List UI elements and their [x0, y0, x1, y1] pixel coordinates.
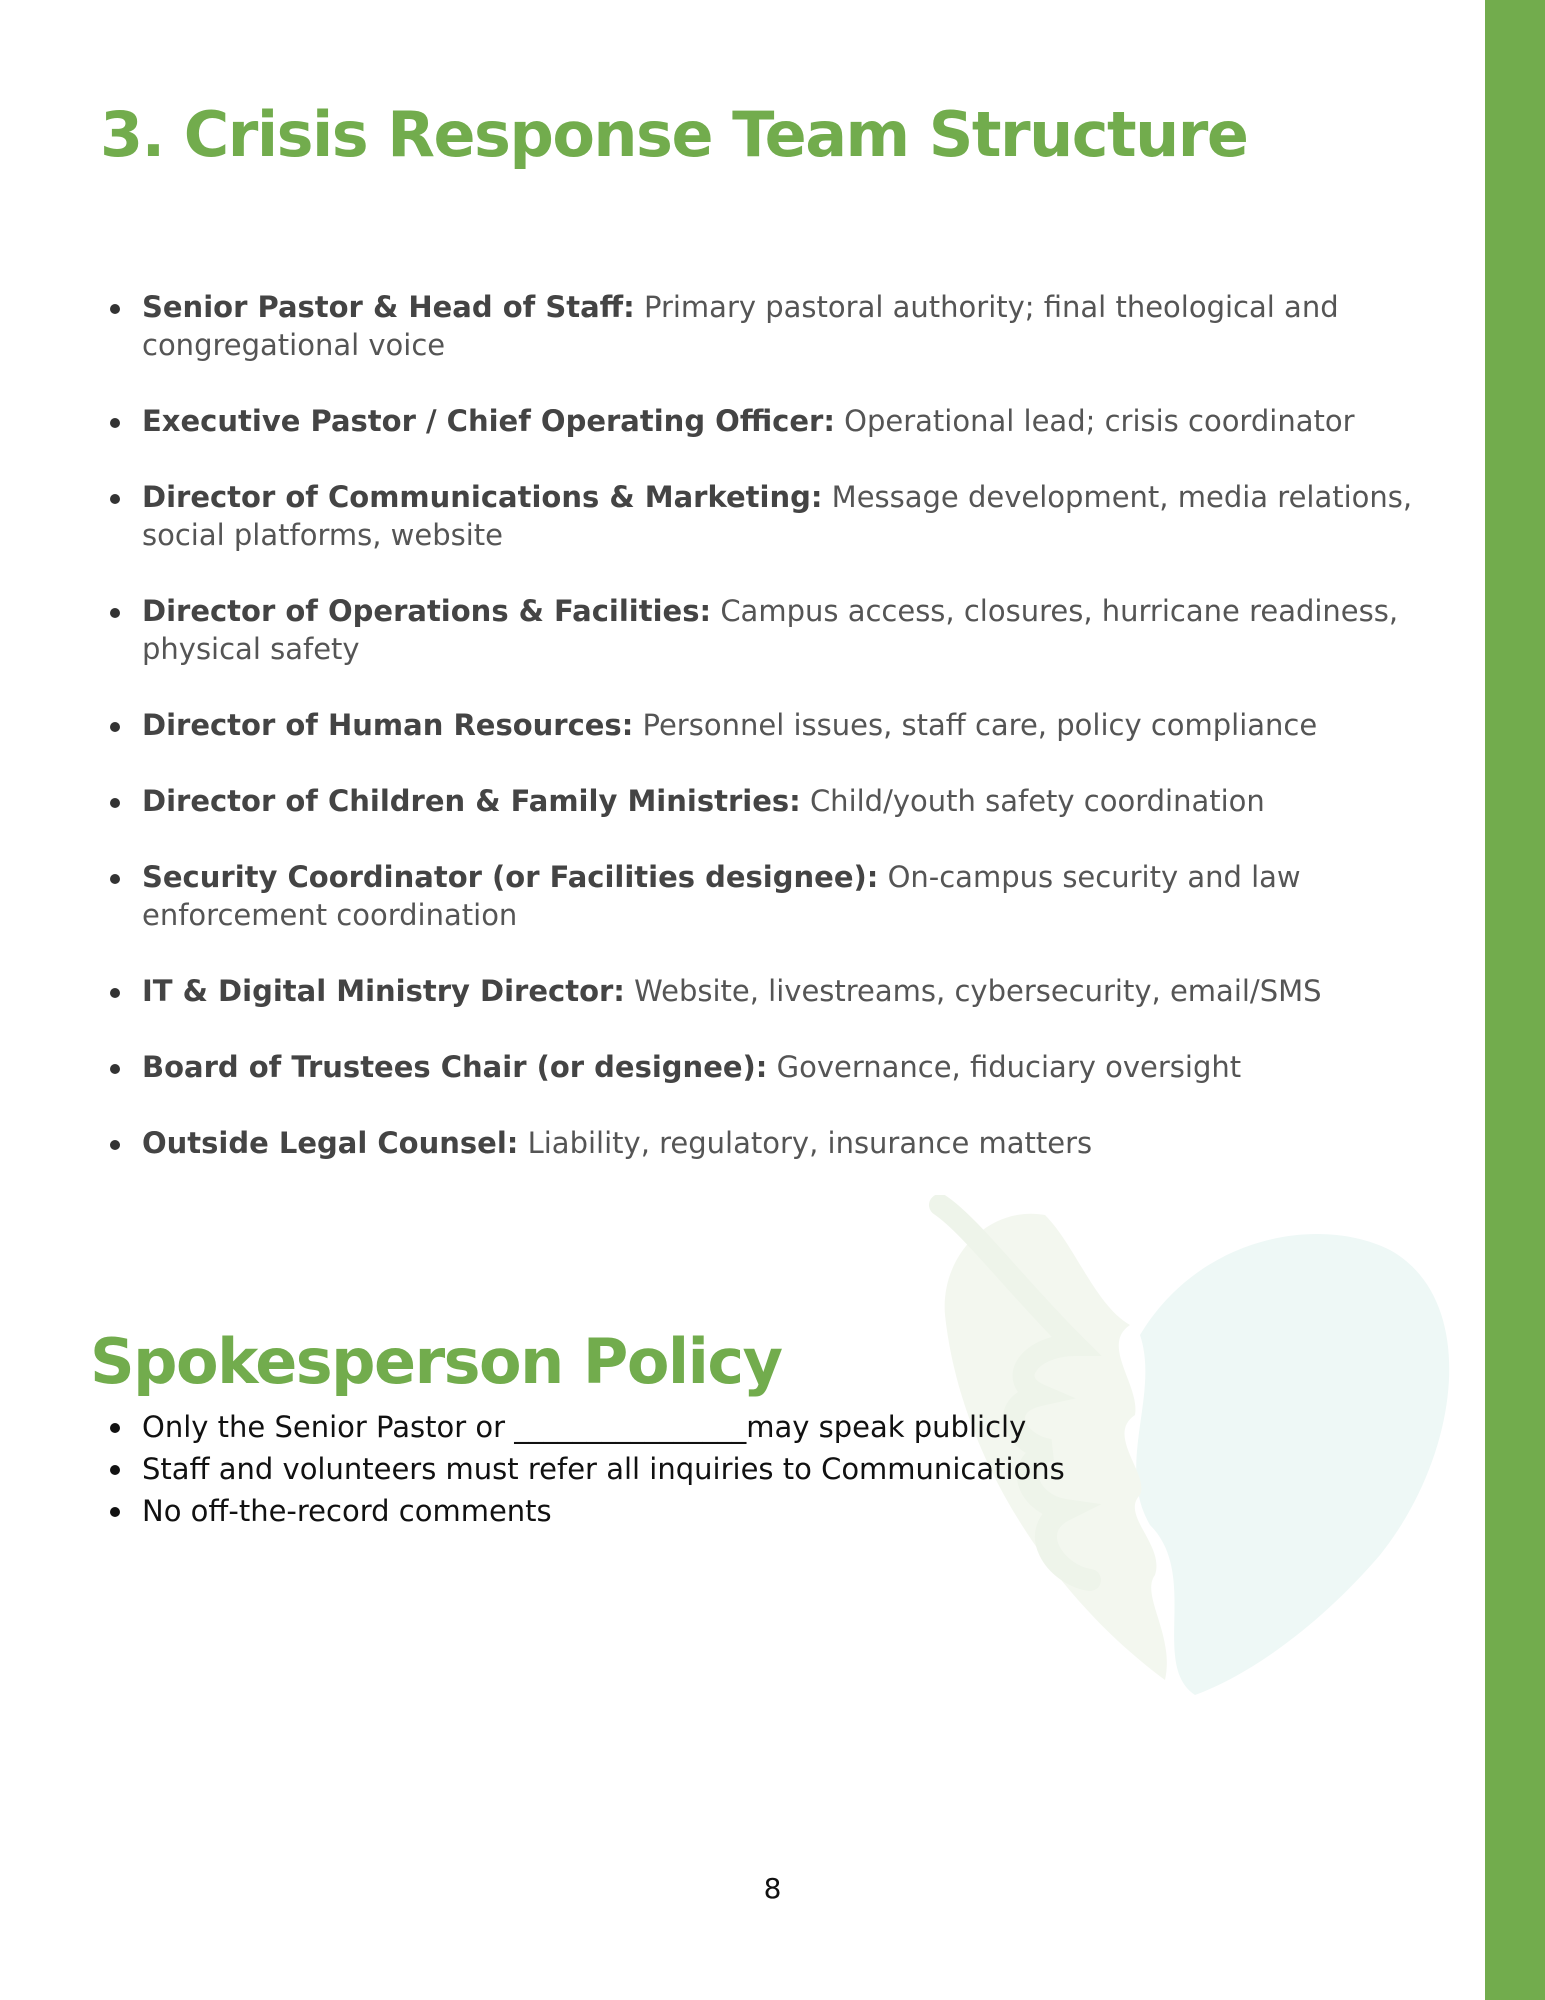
team-description: Primary pastoral authority; final theological and congregational voice [142, 290, 1339, 362]
team-role: Director of Children & Family Ministries: [142, 784, 801, 818]
team-role: Executive Pastor / Chief Operating Officer: [142, 404, 835, 438]
team-role: Director of Human Resources: [142, 708, 634, 742]
team-description: Personnel issues, staff care, policy compliance [642, 708, 1318, 742]
page-number: 8 [763, 1872, 782, 1905]
team-role: Director of Communications & Marketing: [142, 480, 823, 514]
team-role: Board of Trustees Chair (or designee): [142, 1050, 768, 1084]
team-description: Operational lead; crisis coordinator [844, 404, 1355, 438]
team-role: IT & Digital Ministry Director: [142, 974, 625, 1008]
team-item [100, 478, 1420, 554]
team-role: Security Coordinator (or Facilities designee): [142, 860, 879, 894]
team-item [100, 858, 1420, 934]
team-description: Governance, fiduciary oversight [776, 1050, 1242, 1084]
team-item [100, 972, 1420, 1010]
team-item [100, 592, 1420, 668]
policy-item: No off-the-record comments [100, 1490, 1400, 1532]
team-description: Message development, media relations, social platforms, website [142, 480, 1413, 552]
side-accent-bar [1485, 0, 1545, 2000]
team-item [100, 402, 1420, 440]
team-description: Child/youth safety coordination [809, 784, 1265, 818]
team-description: Liability, regulatory, insurance matters [527, 1126, 1093, 1160]
team-item [100, 782, 1420, 820]
team-description: On-campus security and law enforcement coordination [142, 860, 1301, 932]
team-list [100, 288, 1420, 1200]
team-role: Senior Pastor & Head of Staff: [142, 290, 635, 324]
team-item [100, 706, 1420, 744]
policy-item: Only the Senior Pastor or ________________may speak publicly [100, 1406, 1400, 1448]
policy-item: Staff and volunteers must refer all inquiries to Communications [100, 1448, 1400, 1490]
team-description: Campus access, closures, hurricane readiness, physical safety [142, 594, 1399, 666]
policy-list [100, 1406, 1400, 1532]
team-item [100, 288, 1420, 364]
page-title: 3. Crisis Response Team Structure [100, 98, 1248, 171]
team-description: Website, livestreams, cybersecurity, email/SMS [634, 974, 1322, 1008]
team-item [100, 1124, 1420, 1162]
team-item [100, 1048, 1420, 1086]
section-heading: Spokesperson Policy [90, 1325, 782, 1398]
team-role: Director of Operations & Facilities: [142, 594, 712, 628]
team-role: Outside Legal Counsel: [142, 1126, 519, 1160]
